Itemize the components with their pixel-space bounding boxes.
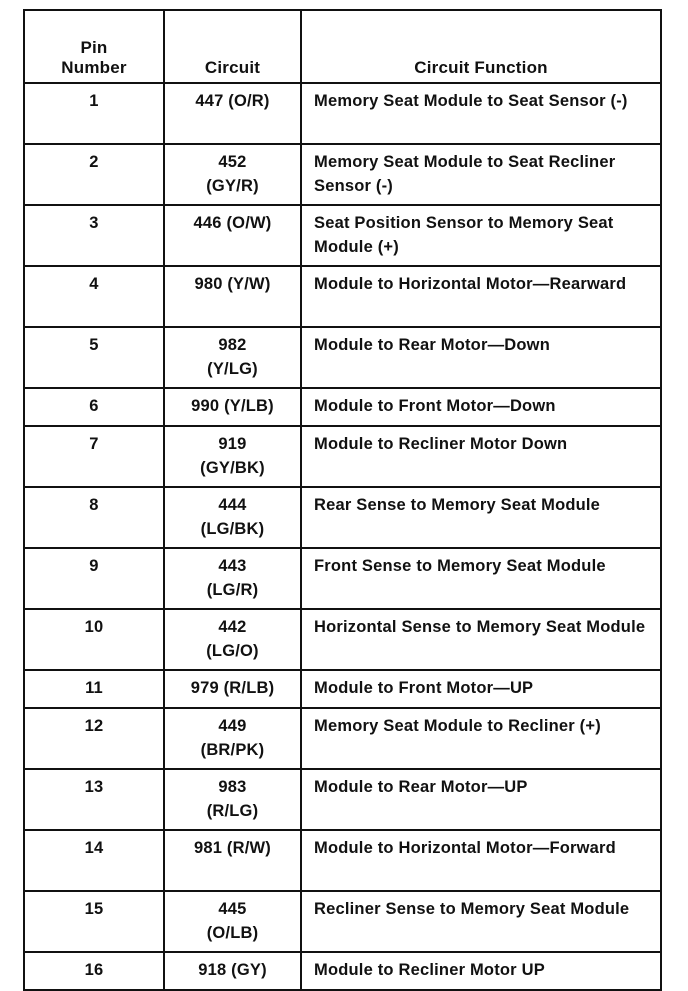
table-row xyxy=(24,487,661,548)
circuit-function: Module to Horizontal Motor—Forward xyxy=(301,830,661,891)
circuit-code: 449 (BR/PK) xyxy=(164,708,301,769)
circuit-function: Module to Horizontal Motor—Rearward xyxy=(301,266,661,327)
table-row xyxy=(24,670,661,708)
pin-number: 12 xyxy=(24,708,164,769)
header-circuit-function: Circuit Function xyxy=(301,10,661,83)
circuit-function: Module to Rear Motor—Down xyxy=(301,327,661,388)
circuit-function: Module to Front Motor—UP xyxy=(301,670,661,708)
circuit-code: 990 (Y/LB) xyxy=(164,388,301,426)
circuit-function: Horizontal Sense to Memory Seat Module xyxy=(301,609,661,670)
table-row xyxy=(24,426,661,487)
pin-circuit-table xyxy=(23,9,662,991)
circuit-function: Seat Position Sensor to Memory Seat Module (+) xyxy=(301,205,661,266)
header-pin-number xyxy=(24,10,164,83)
circuit-code: 983 (R/LG) xyxy=(164,769,301,830)
circuit-function: Memory Seat Module to Seat Sensor (-) xyxy=(301,83,661,144)
circuit-code: 446 (O/W) xyxy=(164,205,301,266)
circuit-function: Rear Sense to Memory Seat Module xyxy=(301,487,661,548)
pin-number: 5 xyxy=(24,327,164,388)
pin-number: 8 xyxy=(24,487,164,548)
table-row xyxy=(24,769,661,830)
header-pin-line1: Pin xyxy=(80,38,108,57)
header-pin-line2: Number xyxy=(61,58,127,77)
table-row xyxy=(24,388,661,426)
table-row xyxy=(24,327,661,388)
table-row xyxy=(24,266,661,327)
header-circuit: Circuit xyxy=(164,10,301,83)
circuit-code: 918 (GY) xyxy=(164,952,301,990)
pin-number: 13 xyxy=(24,769,164,830)
table-header-row xyxy=(24,10,661,83)
circuit-code: 980 (Y/W) xyxy=(164,266,301,327)
table-row xyxy=(24,83,661,144)
table-row xyxy=(24,548,661,609)
circuit-code: 444 (LG/BK) xyxy=(164,487,301,548)
pin-number: 4 xyxy=(24,266,164,327)
pin-number: 10 xyxy=(24,609,164,670)
pin-number: 1 xyxy=(24,83,164,144)
pin-number: 7 xyxy=(24,426,164,487)
table-row xyxy=(24,205,661,266)
circuit-code: 443 (LG/R) xyxy=(164,548,301,609)
circuit-function: Module to Front Motor—Down xyxy=(301,388,661,426)
circuit-function: Module to Rear Motor—UP xyxy=(301,769,661,830)
pin-number: 2 xyxy=(24,144,164,205)
circuit-function: Memory Seat Module to Recliner (+) xyxy=(301,708,661,769)
circuit-function: Recliner Sense to Memory Seat Module xyxy=(301,891,661,952)
circuit-code: 982 (Y/LG) xyxy=(164,327,301,388)
circuit-code: 447 (O/R) xyxy=(164,83,301,144)
table-row xyxy=(24,144,661,205)
pin-number: 15 xyxy=(24,891,164,952)
circuit-function: Front Sense to Memory Seat Module xyxy=(301,548,661,609)
circuit-code: 442 (LG/O) xyxy=(164,609,301,670)
table-row xyxy=(24,952,661,990)
table-row xyxy=(24,609,661,670)
table-row xyxy=(24,830,661,891)
circuit-code: 452 (GY/R) xyxy=(164,144,301,205)
pin-number: 16 xyxy=(24,952,164,990)
pin-number: 9 xyxy=(24,548,164,609)
table-row xyxy=(24,891,661,952)
pin-number: 6 xyxy=(24,388,164,426)
pin-number: 11 xyxy=(24,670,164,708)
circuit-function: Module to Recliner Motor Down xyxy=(301,426,661,487)
circuit-code: 445 (O/LB) xyxy=(164,891,301,952)
circuit-code: 979 (R/LB) xyxy=(164,670,301,708)
circuit-code: 981 (R/W) xyxy=(164,830,301,891)
circuit-function: Memory Seat Module to Seat Recliner Sensor (-) xyxy=(301,144,661,205)
circuit-function: Module to Recliner Motor UP xyxy=(301,952,661,990)
pin-number: 14 xyxy=(24,830,164,891)
circuit-code: 919 (GY/BK) xyxy=(164,426,301,487)
table-row xyxy=(24,708,661,769)
pin-number: 3 xyxy=(24,205,164,266)
